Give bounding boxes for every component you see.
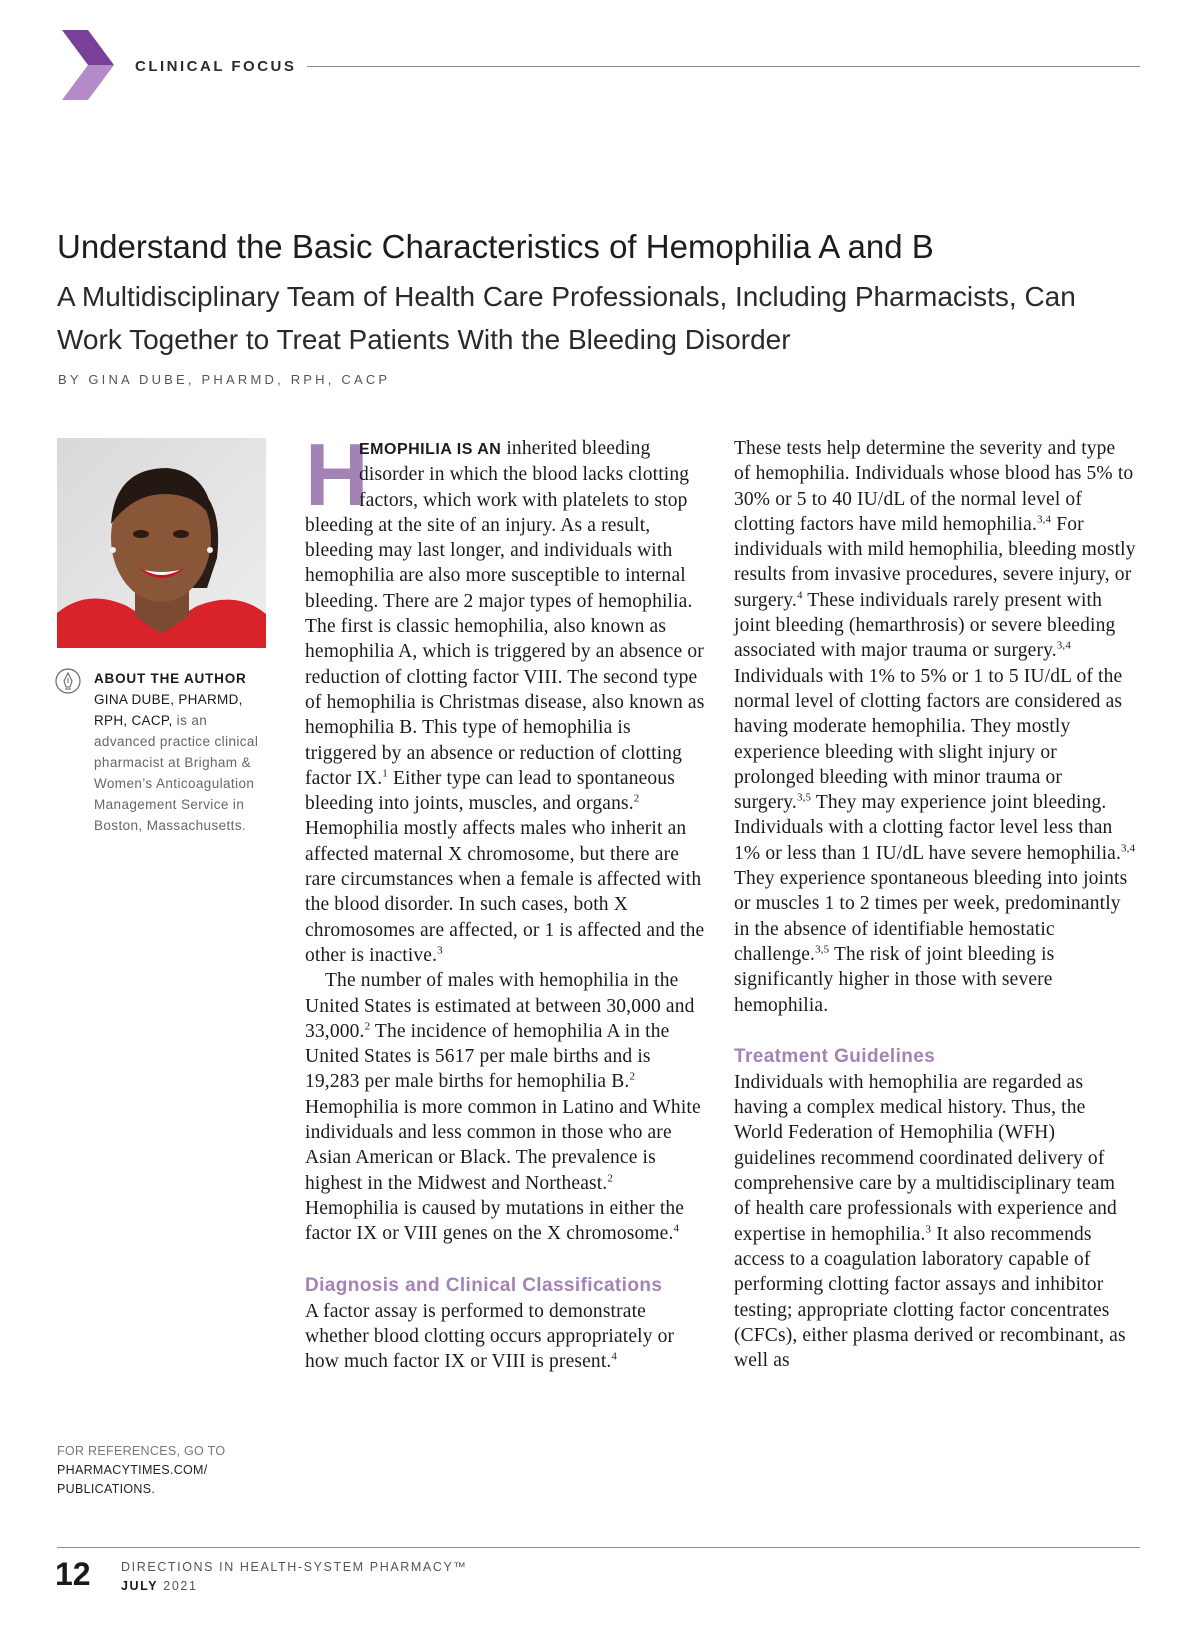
citation: 4 (611, 1350, 618, 1363)
references-note (57, 1442, 225, 1499)
subhead-diagnosis: Diagnosis and Clinical Classifications (305, 1274, 663, 1296)
citation: 3,5 (796, 791, 812, 804)
author-bio (94, 689, 264, 836)
body-paragraph-4: Individuals with hemophilia are regarded as having a complex medical history. Thus, the World Federation of Hemophilia (WFH) guidelines recommend coordinated delivery of comprehensive care by a multidisciplinary team of health care professionals with experience and expertise in hemophilia.$^3$ It also recommends access to a coagulation laboratory capable of performing clotting factor assays and inhibitor testing; appropriate clotting factor concentrates (CFCs), either plasma derived or recombinant, as well as (734, 1071, 1126, 1372)
chevron-logo-icon (62, 30, 120, 100)
subhead-treatment: Treatment Guidelines (734, 1045, 936, 1067)
citation: 2 (633, 792, 640, 805)
citation: 3,4 (1121, 842, 1136, 855)
section-header (0, 0, 1200, 110)
footer-divider (57, 1547, 1140, 1548)
body-paragraph-2: The number of males with hemophilia in the United States is estimated at between 30,000 and 33,000.$^2$ The incidence of hemophilia A in the United States is 5617 per male births and is 19,283 per male births for hemophilia B.$^2$ Hemophilia is more common in Latino and White individuals and less common in those who are Asian American or Black. The prevalence is highest in the Midwest and Northeast.$^2$ Hemophilia is caused by mutations in either the factor IX or VIII genes on the X chromosome.$^4$ (305, 970, 701, 1245)
references-line-1: FOR REFERENCES, GO TO (57, 1444, 226, 1458)
citation: 2 (607, 1172, 613, 1185)
drop-cap: H (305, 425, 369, 524)
body-paragraph-1: H EMOPHILIA IS AN inherited bleeding disorder in which the blood lacks clotting factors, which work with platelets to stop bleeding at the site of an injury. As a result, bleeding may last longer, and individuals with hemophilia are also more susceptible to internal bleeding. There are 2 major types of hemophilia. The first is classic hemophilia, also known as hemophilia A, which is triggered by an absence or reduction of clotting factor VIII. The second type of hemophilia is Christmas disease, also known as hemophilia B. This type of hemophilia is triggered by an absence or reduction of clotting factor IX.$^1$ Either type can lead to spontaneous bleeding into joints, muscles, and organs.$^2$ Hemophilia mostly affects males who inherit an affected maternal X chromosome, but there are rare circumstances when a female is affected with the blood disorder. In such cases, both X chromosomes are affected, or 1 is affected and the other is inactive.$^3$ (305, 425, 705, 966)
references-line-3: PUBLICATIONS. (57, 1482, 156, 1496)
section-label: CLINICAL FOCUS (135, 58, 297, 75)
citation: 3,5 (815, 943, 830, 956)
publication-month: JULY (121, 1579, 159, 1593)
citation: 3,4 (1037, 513, 1052, 526)
article-column-2 (734, 436, 1136, 1373)
author-description: is an advanced practice clinical pharmacist at Brigham & Women’s Anticoagulation Management Service in Boston, Massachusetts. (94, 713, 259, 833)
author-name: GINA DUBE, PHARMD, RPH, CACP, (94, 692, 243, 728)
citation: 3,4 (1056, 639, 1071, 652)
article-column-1 (305, 425, 707, 1374)
citation: 4 (673, 1222, 680, 1235)
pen-nib-icon (55, 668, 81, 694)
header-divider (307, 66, 1140, 67)
citation: 2 (629, 1070, 636, 1083)
byline: BY GINA DUBE, PHARMD, RPH, CACP (58, 372, 391, 387)
article-subtitle: A Multidisciplinary Team of Health Care Professionals, Including Pharmacists, Can Work Together to Treat Patients With the Bleeding Disorder (57, 281, 1076, 355)
citation: 4 (796, 589, 803, 602)
citation: 1 (382, 767, 388, 780)
body-paragraph-3: A factor assay is performed to demonstrate whether blood clotting occurs appropriately or how much factor IX or VIII is present.$^4$ (305, 1300, 675, 1373)
publication-date (121, 1579, 198, 1593)
publication-name: DIRECTIONS IN HEALTH-SYSTEM PHARMACY™ (121, 1560, 468, 1574)
page-number: 12 (55, 1556, 91, 1592)
lead-in-caps: EMOPHILIA IS AN (359, 441, 502, 458)
about-the-author (94, 668, 264, 836)
publication-year: 2021 (163, 1579, 198, 1593)
references-link[interactable]: PHARMACYTIMES.COM/ (57, 1463, 208, 1477)
author-photo (57, 438, 266, 648)
citation: 2 (364, 1020, 371, 1033)
about-author-heading: ABOUT THE AUTHOR (94, 671, 247, 686)
article-title: Understand the Basic Characteristics of Hemophilia A and B (57, 228, 934, 265)
citation: 3 (925, 1223, 932, 1236)
body-paragraph-3-cont: These tests help determine the severity and type of hemophilia. Individuals whose blood has 5% to 30% or 5 to 40 IU/dL of the normal level of clotting factors have mild hemophilia.$^{3,4}$ For individuals with mild hemophilia, bleeding mostly results from invasive procedures, severe injury, or surgery.$^4$ These individuals rarely present with joint bleeding (hemarthrosis) or severe bleeding associated with major trauma or surgery.$^{3,4}$ Individuals with 1% to 5% or 1 to 5 IU/dL of the normal level of clotting factors are considered as having moderate hemophilia. They mostly experience bleeding with slight injury or prolonged bleeding with minor trauma or surgery.$^{3,5}$ They may experience joint bleeding. Individuals with a clotting factor level less than 1% or less than 1 IU/dL have severe hemophilia.$^{3,4}$ They experience spontaneous bleeding into joints or muscles 1 to 2 times per week, predominantly in the absence of identifiable hemostatic challenge.$^{3,5}$ The risk of joint bleeding is significantly higher in those with severe hemophilia. (734, 438, 1136, 1016)
citation: 3 (437, 944, 443, 957)
